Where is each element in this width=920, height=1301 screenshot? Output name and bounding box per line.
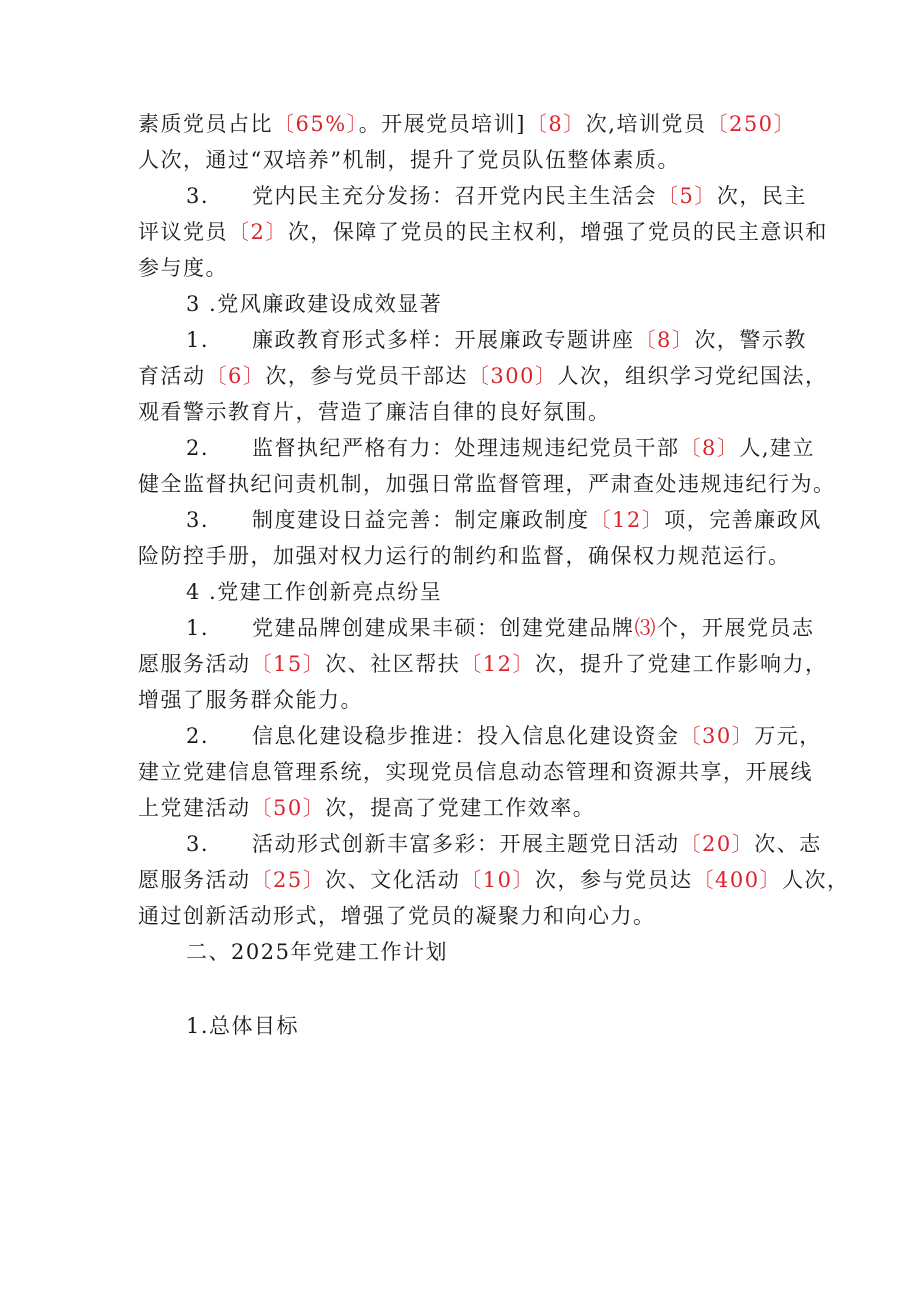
- text-run: 人次，组织学习党纪国法，: [557, 364, 828, 388]
- highlight-value: 〔15〕: [250, 652, 326, 676]
- text-run: 参与度。: [138, 256, 228, 280]
- list-number: 3.: [186, 832, 210, 856]
- text-run: 制度建设日益完善：制定廉政制度: [252, 508, 590, 532]
- text-run: 万元，: [754, 724, 822, 748]
- text-run: 次，参与党员达: [534, 868, 693, 892]
- text-run: 项，完善廉政风: [664, 508, 822, 532]
- text-line: [138, 214, 828, 250]
- text-line: [138, 394, 611, 430]
- highlight-value: 〔12〕: [460, 652, 535, 676]
- text-run: 人次，: [782, 868, 850, 892]
- section-heading: 二、2025年党建工作计划: [186, 940, 448, 964]
- highlight-value: 〔300〕: [467, 364, 558, 388]
- text-run: 上党建活动: [138, 796, 251, 820]
- text-run: 素质党员占比: [138, 112, 273, 136]
- text-line: [138, 142, 680, 178]
- text-run: 次,培训党员: [585, 112, 707, 136]
- text-run: 险防控手册，加强对权力运行的制约和监督，确保权力规范运行。: [138, 544, 791, 568]
- text-run: 评议党员: [138, 220, 228, 244]
- highlight-value: 〔10〕: [460, 868, 535, 892]
- highlight-value: ⑶: [634, 616, 657, 640]
- text-run: 次，参与党员干部达: [265, 364, 468, 388]
- text-run: 信息化建设稳步推进：投入信息化建设资金: [252, 724, 680, 748]
- list-number: 3.: [186, 508, 210, 532]
- list-number: 2.: [186, 436, 210, 460]
- numbered-line: [186, 718, 822, 754]
- highlight-value: 〔50〕: [250, 796, 326, 820]
- list-number: 3.: [186, 184, 210, 208]
- text-run: 人,建立: [739, 436, 816, 460]
- text-line: [138, 682, 363, 718]
- text-line: [138, 106, 796, 142]
- text-line: [138, 466, 836, 502]
- highlight-value: 〔65%〕: [273, 112, 359, 136]
- text-line: [138, 358, 827, 394]
- section-heading: 3 .党风廉政建设成效显著: [186, 292, 443, 316]
- numbered-line: [186, 610, 815, 646]
- text-run: 育活动: [138, 364, 206, 388]
- highlight-value: 〔8〕: [525, 112, 586, 136]
- highlight-value: 〔12〕: [589, 508, 665, 532]
- list-number: 2.: [186, 724, 210, 748]
- highlight-value: 〔8〕: [634, 328, 695, 352]
- highlight-value: 〔30〕: [679, 724, 755, 748]
- section-heading: 1.总体目标: [186, 1014, 300, 1038]
- text-run: 建立党建信息管理系统，实现党员信息动态管理和资源共享，开展线: [138, 760, 813, 784]
- text-run: 活动形式创新丰富多彩：开展主题党日活动: [252, 832, 680, 856]
- text-run: 党建品牌创建成果丰硕：创建党建品牌: [252, 616, 635, 640]
- text-line: [138, 790, 595, 826]
- text-run: 次、文化活动: [325, 868, 461, 892]
- text-run: 人次，通过“双培养”机制，提升了党员队伍整体素质。: [138, 148, 680, 172]
- numbered-line: [186, 322, 807, 358]
- text-run: 次，提升了党建工作影响力，: [534, 652, 828, 676]
- text-run: 次、社区帮扶: [325, 652, 461, 676]
- highlight-value: 〔5〕: [657, 184, 717, 208]
- highlight-value: 〔20〕: [679, 832, 755, 856]
- numbered-line: [186, 502, 822, 538]
- highlight-value: 〔8〕: [679, 436, 740, 460]
- text-run: 个，开展党员志: [657, 616, 815, 640]
- highlight-value: 〔250〕: [706, 112, 797, 136]
- section-heading: 4 .党建工作创新亮点纷呈: [186, 580, 443, 604]
- highlight-value: 〔25〕: [250, 868, 326, 892]
- numbered-line: [186, 178, 807, 214]
- list-number: 1.: [186, 616, 210, 640]
- text-line: [138, 754, 813, 790]
- text-line: [138, 538, 791, 574]
- text-run: 次，警示教: [694, 328, 807, 352]
- text-run: 观看警示教育片，营造了廉洁自律的良好氛围。: [138, 400, 611, 424]
- text-run: 监督执纪严格有力：处理违规违纪党员干部: [252, 436, 680, 460]
- list-number: 1.: [186, 328, 210, 352]
- highlight-value: 〔2〕: [228, 220, 288, 244]
- text-run: 通过创新活动形式，增强了党员的凝聚力和向心力。: [138, 904, 656, 928]
- text-run: 次，提高了党建工作效率。: [325, 796, 596, 820]
- text-line: [138, 250, 228, 286]
- highlight-value: 〔400〕: [692, 868, 783, 892]
- highlight-value: 〔6〕: [205, 364, 266, 388]
- numbered-line: [186, 826, 822, 862]
- text-run: ]: [516, 112, 526, 136]
- text-line: [138, 898, 656, 934]
- text-run: 愿服务活动: [138, 868, 251, 892]
- text-run: 。开展党员培训: [358, 112, 517, 136]
- text-run: 增强了服务群众能力。: [138, 688, 363, 712]
- numbered-line: [186, 430, 815, 466]
- text-run: 次、志: [754, 832, 822, 856]
- text-run: 愿服务活动: [138, 652, 251, 676]
- text-run: 次，保障了党员的民主权利，增强了党员的民主意识和: [287, 220, 828, 244]
- text-run: 次，民主: [716, 184, 807, 208]
- text-line: [138, 646, 827, 682]
- text-run: 健全监督执纪问责机制，加强日常监督管理，严肃查处违规违纪行为。: [138, 472, 836, 496]
- text-run: 党内民主充分发扬：召开党内民主生活会: [252, 184, 657, 208]
- text-run: 廉政教育形式多样：开展廉政专题讲座: [252, 328, 635, 352]
- text-line: [138, 862, 850, 898]
